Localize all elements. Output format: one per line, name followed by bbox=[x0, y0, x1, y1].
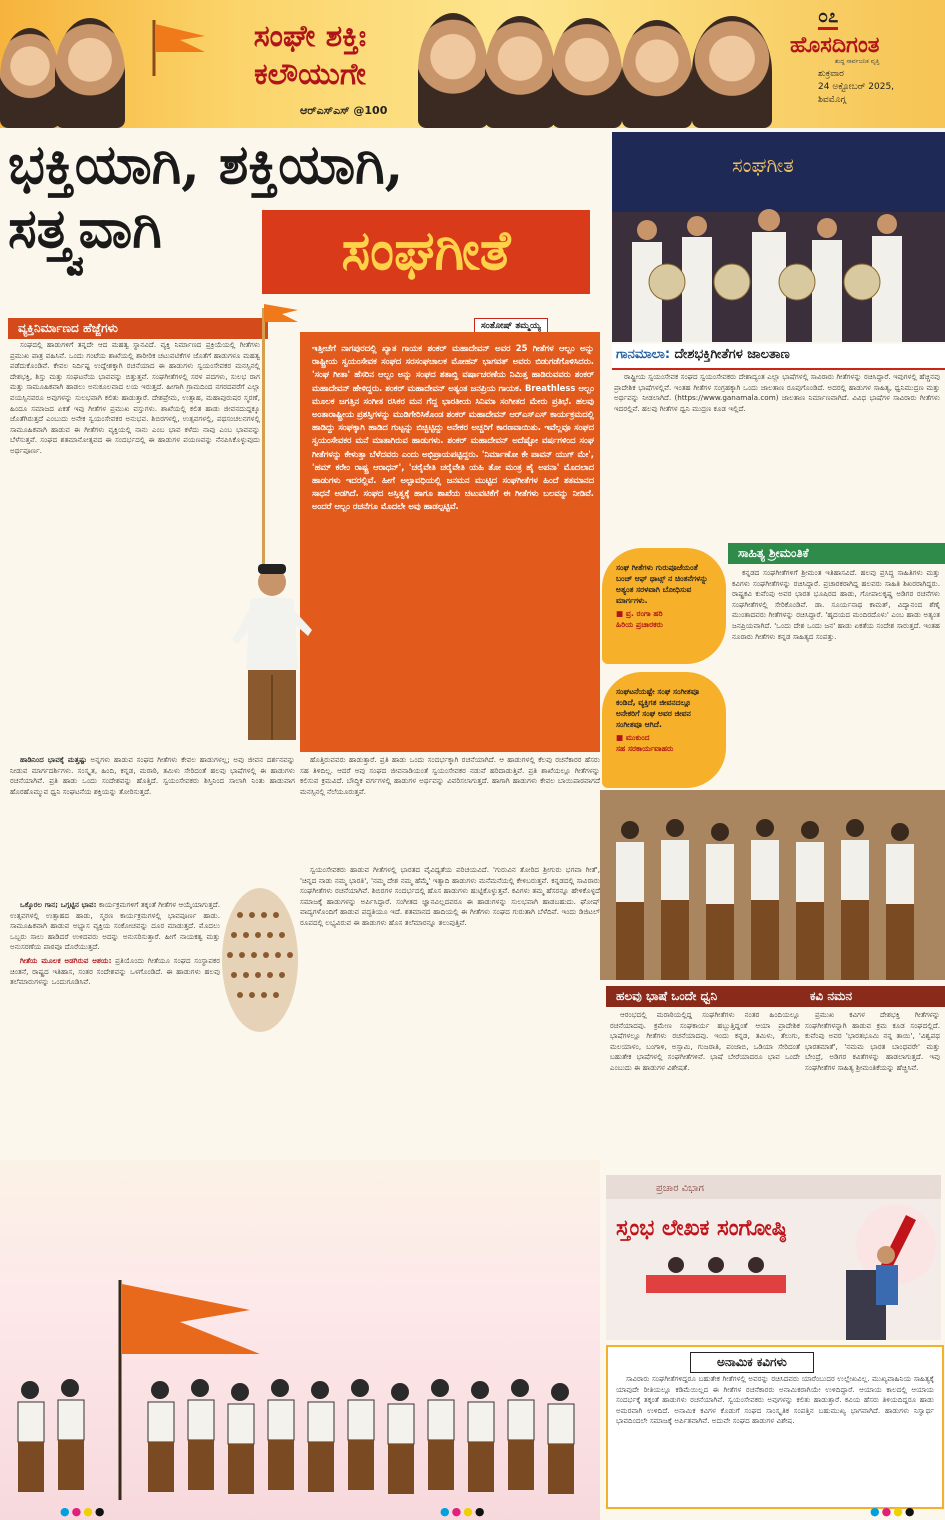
route-march-photo bbox=[600, 790, 945, 980]
article-part-1: ಹಾಡಿನಿಂದ ಭಾವಕ್ಕೆ ಮತ್ತಷ್ಟು ಅನ್ನಗಳು ಹಾಡುವ ಸಂಘದ ಗೀತೆಗಳು ಕೇವಲ ಹಾಡುಗಳಲ್ಲ; ಅವು ಜೀವನ ದರ್ಶನವನ್ನು ನೀಡುವ ಮಾರ್ಗದರ್ಶಿಗಳು. ಸಂಸ್ಕೃತ, ಹಿಂದಿ, ಕನ್ನಡ, ಮರಾಠಿ, ತಮಿಳು ಸೇರಿದಂತೆ ಹಲವು ಭಾಷೆಗಳಲ್ಲಿ ಈ ಹಾಡುಗಳು ರಚನೆಯಾಗಿವೆ. ಪ್ರತಿ ಹಾಡು ಒಂದು ಸಂದೇಶವನ್ನು ಹೊತ್ತಿದೆ. ಸ್ವಯಂಸೇವಕರು ಶಿಸ್ತಿನಿಂದ ಸಾಲಾಗಿ ನಿಂತು ಹಾಡುವಾಗ ಹೊರಹೊಮ್ಮುವ ಧ್ವನಿ ಸಂಘಟನೆಯ ಶಕ್ತಿಯನ್ನು ತೋರಿಸುತ್ತದೆ. bbox=[10, 755, 295, 796]
newspaper-tagline: ಶುದ್ಧ ಸಾರ್ವಜನಿಕ ವೃತ್ತಿ bbox=[835, 58, 880, 65]
article-part-2: ಒಕ್ಕೊರಲ ಗಾನ; ಒಗ್ಗಟ್ಟಿನ ಭಾವ: ಕಾರ್ಯಕ್ರಮಗಳಿಗೆ ತಕ್ಕಂತೆ ಗೀತೆಗಳ ಆಯ್ಕೆಯಾಗುತ್ತದೆ. ಉತ್ಸವಗಳಲ್ಲಿ ಉತ್ಸಾಹದ ಹಾಡು, ಸ್ಮರಣ ಕಾರ್ಯಕ್ರಮಗಳಲ್ಲಿ ಭಾವಪೂರ್ಣ ಹಾಡು. ಸಾಮೂಹಿಕವಾಗಿ ಹಾಡುವ ಅಭ್ಯಾಸ ವ್ಯಕ್ತಿಯ ಸಂಕೋಚವನ್ನು ದೂರ ಮಾಡುತ್ತದೆ. ಮೊದಲು ಒಬ್ಬರು ಸಾಲು ಹಾಡಿದರೆ ಉಳಿದವರು ಅದನ್ನು ಅನುಸರಿಸುತ್ತಾರೆ. ಹೀಗೆ ನಾಯಕತ್ವ ಮತ್ತು ಅನುಸರಣೆಯ ಪಾಠವೂ ದೊರೆಯುತ್ತದೆ. ಗೀತೆಯ ಮೂಲಕ ಅಡಗಿರುವ ಆಶಯ: ಪ್ರತಿಯೊಂದು ಗೀತೆಯೂ ಸಂಘದ ಸಂಸ್ಥಾಪಕರ ಚಿಂತನೆ, ರಾಷ್ಟ್ರದ ಇತಿಹಾಸ, ಸಂತರ ಸಂದೇಶವನ್ನು ಒಳಗೊಂಡಿದೆ. ಈ ಹಾಡುಗಳು ಹಲವು ತಲೆಮಾರುಗಳನ್ನು ಒಂದುಗೂಡಿಸಿವೆ. bbox=[10, 900, 220, 987]
small-flag-icon bbox=[262, 300, 302, 330]
quote-bubble-2: ಸಂಘಟನೆಯಷ್ಟೇ ಸಂಘ ಸಂಗೀತವೂ ಕಂಡಿದೆ, ವ್ಯಕ್ತಿಗತ ಜೀವನದಲ್ಲೂ ಅನೇಕರಿಗೆ ಸಂಘ ಅವರ ಜೀವನ ಸಂಗೀತವೂ ಆಗಿದೆ. ■ ಮುಕುಂದ ಸಹ ಸರಕಾರ್ಯವಾಹರು bbox=[602, 672, 726, 788]
event-banner-text: ಸ್ತಂಭ ಲೇಖಕ ಸಂಗೋಷ್ಠಿ bbox=[616, 1216, 787, 1241]
album-release-photo bbox=[612, 132, 945, 342]
registration-dots-2: ●●●● bbox=[440, 1505, 487, 1518]
subheading-1: ಹಾಡಿನಿಂದ ಭಾವಕ್ಕೆ ಮತ್ತಷ್ಟು bbox=[20, 755, 87, 764]
subheading-3: ಗೀತೆಯ ಮೂಲಕ ಅಡಗಿರುವ ಆಶಯ: bbox=[20, 955, 112, 965]
article-part-3: ಹೊತ್ತಿರುವವರು ಹಾಡುತ್ತಾರೆ. ಪ್ರತಿ ಹಾಡು ಒಂದು ಸಂದರ್ಭಕ್ಕಾಗಿ ರಚನೆಯಾಗಿದೆ. ಆ ಹಾಡುಗಳಲ್ಲಿ ಕೆಲವು ರಚನೆಕಾರರ ಹೆಸರು ಸಹ ತಿಳಿದಿಲ್ಲ. ಆದರೆ ಅವು ಸಂಘದ ಜೀವನಾಡಿಯಂತೆ ಸ್ವಯಂಸೇವಕರ ನಡುವೆ ಹರಿದಾಡುತ್ತಿವೆ. ಪ್ರತಿ ಶಾಖೆಯಲ್ಲೂ ಗೀತೆಗಳನ್ನು ಕಲಿಸುವ ಕ್ರಮವಿದೆ. ಬೌದ್ಧಿಕ ವರ್ಗಗಳಲ್ಲಿ ಹಾಡುಗಳ ಅರ್ಥವನ್ನು ವಿವರಿಸಲಾಗುತ್ತದೆ. ಹಾಗಾಗಿ ಹಾಡುಗಳು ಕೇವಲ ಬಾಯಿಪಾಠವಾಗದೆ ಮನಸ್ಸಿನಲ್ಲಿ ನೆಲೆಯೂರುತ್ತವೆ. bbox=[300, 755, 600, 796]
banner-subtitle: ಆರ್‌ಎಸ್‌ಎಸ್ @100 bbox=[300, 104, 388, 117]
crowd-photo bbox=[220, 885, 300, 1035]
anamika-heading: ಅನಾಮಿಕ ಕವಿಗಳು bbox=[690, 1352, 814, 1373]
section-heading-vyakti: ವ್ಯಕ್ತಿನಿರ್ಮಾಣದ ಹೆಜ್ಜೆಗಳು bbox=[8, 318, 268, 339]
ganamala-text: ರಾಷ್ಟ್ರೀಯ ಸ್ವಯಂಸೇವಕ ಸಂಘದ ಸ್ವಯಂಸೇವಕರು ದೇಶಾದ್ಯಂತ ಎಲ್ಲಾ ಭಾಷೆಗಳಲ್ಲಿ ಸಾವಿರಾರು ಗೀತೆಗಳನ್ನು ರಚಿಸಿದ್ದಾರೆ. ಇವುಗಳಲ್ಲಿ ಹೆಚ್ಚಿನವು ಪ್ರಾದೇಶಿಕ ಭಾಷೆಗಳಲ್ಲಿವೆ. ಇಂತಹ ಗೀತೆಗಳ ಸಂಗ್ರಹಕ್ಕಾಗಿ ಒಂದು ಜಾಲತಾಣ ರೂಪುಗೊಂಡಿದೆ. ಅದರಲ್ಲಿ ಹಾಡುಗಳ ಸಾಹಿತ್ಯ, ಧ್ವನಿಮುದ್ರಣ ಮತ್ತು ಅರ್ಥವನ್ನು ನೀಡಲಾಗಿದೆ. (https://www.ganamala.com) ಜಾಲತಾಣ ನಿರ್ಮಾಣವಾಗಿದೆ. ವಿವಿಧ ಭಾಷೆಗಳ ಸಾವಿರಾರು ಗೀತೆಗಳು ಇದರಲ್ಲಿವೆ. ಹಲವು ಗೀತೆಗಳ ಧ್ವನಿ ಮುದ್ರಣ ಕೂಡ ಇಲ್ಲಿದೆ. bbox=[614, 372, 940, 413]
sahitya-text: ಕನ್ನಡದ ಸಂಘಗೀತೆಗಳಿಗೆ ಶ್ರೀಮಂತ ಇತಿಹಾಸವಿದೆ. ಹಲವು ಪ್ರಸಿದ್ಧ ಸಾಹಿತಿಗಳು ಮತ್ತು ಕವಿಗಳು ಸಂಘಗೀತೆಗಳನ್ನು ರಚಿಸಿದ್ದಾರೆ. ಪ್ರಚಾರಕರಾಗಿದ್ದ ಹಲವರು ಸಾಹಿತಿ ಶಿಖರರಾಗಿದ್ದರು. ರಾಷ್ಟ್ರಕವಿ ಕುವೆಂಪು ಅವರ ಭಾರತ ಭೂಷಿರದ ಹಾಡು, ಗೋಪಾಲಕೃಷ್ಣ ಅಡಿಗರ ರಚನೆಗಳು ಸಂಘಗೀತೆಗಳಲ್ಲಿ ಸೇರಿಕೊಂಡಿವೆ. ಡಾ. ಸೂರ್ಯನಾಥ ಕಾಮತ್, ವಿದ್ಯಾನಂದ ಶೆಣೈ ಮುಂತಾದವರು ಗೀತೆಗಳನ್ನು ರಚಿಸಿದ್ದಾರೆ. 'ಹೃದಯದ ಮಂದಿರದೊಳು' ಎಂಬ ಹಾಡು ಅತ್ಯಂತ ಜನಪ್ರಿಯವಾಗಿದೆ. 'ಒಂದು ದೇಶ ಒಂದು ಜನ' ಹಾಡು ಏಕತೆಯ ಸಂದೇಶ ಸಾರುತ್ತದೆ. ಇಂತಹ ನೂರಾರು ಗೀತೆಗಳು ಕನ್ನಡ ಸಾಹಿತ್ಯದ ಸಂಪತ್ತು. bbox=[732, 568, 940, 641]
page-number: ೦೭ bbox=[818, 6, 838, 30]
marching-crowd-illustration bbox=[0, 1270, 600, 1510]
banner-title: ಸಂಘೇ ಶಕ್ತಿಃ ಕಲೌಯುಗೇ bbox=[253, 19, 367, 92]
anamika-text: ಸಾವಿರಾರು ಸಂಘಗೀತೆಗಳಿದ್ದರೂ ಬಹುತೇಕ ಗೀತೆಗಳಲ್ಲಿ ಅವರನ್ನು ರಚಿಸಿದವರು ಯಾರೆಂಬುದರ ಉಲ್ಲೇಖವಿಲ್ಲ. ಮುಖ್ಯವಾಹಿನಿಯ ಸಾಹಿತ್ಯಕ್ಕೆ ಯಾವುದೇ ರೀತಿಯಲ್ಲೂ ಕಡಿಮೆಯಿಲ್ಲದ ಈ ಗೀತೆಗಳ ರಚನೆಕಾರರು ಅನಾಮಿಕರಾಗಿಯೇ ಉಳಿದಿದ್ದಾರೆ. ಆಯಾಯ ಕಾಲದಲ್ಲಿ ಆಯಾಯ ಸಂದರ್ಭಕ್ಕೆ ತಕ್ಕಂತೆ ಹಾಡುಗಳು ರಚನೆಯಾಗಿವೆ. ಸ್ವಯಂಸೇವಕರು ಅವುಗಳನ್ನು ಕಲಿತು ಹಾಡುತ್ತಾರೆ. ಕವಿಯ ಹೆಸರು ತಿಳಿಯದಿದ್ದರೂ ಹಾಡು ಅಮರವಾಗಿ ಉಳಿದಿದೆ. ಅನಾಮಿಕ ಕವಿಗಳ ಕೊಡುಗೆ ಸಂಘದ ಸಾಂಸ್ಕೃತಿಕ ಸಂಪತ್ತಿನ ಬಹುಮುಖ್ಯ ಭಾಗವಾಗಿದೆ. ಹಾಡುಗಳು ನಿಸ್ವಾರ್ಥ ಭಾವದಿಂದಲೇ ಸಮಾಜಕ್ಕೆ ಅರ್ಪಿತವಾಗಿವೆ. ಅದುವೇ ಸಂಘದ ಹಾಡುಗಳ ವಿಶೇಷ. bbox=[616, 1374, 934, 1426]
portrait-2 bbox=[55, 18, 125, 128]
swayamsevak-figure bbox=[232, 560, 312, 750]
portrait-6 bbox=[622, 20, 692, 128]
article-intro-text: ಸಂಘದಲ್ಲಿ ಹಾಡುಗಳಿಗೆ ತನ್ನದೇ ಆದ ಮಹತ್ವ ಸ್ಥಾನವಿದೆ. ವ್ಯಕ್ತಿ ನಿರ್ಮಾಣದ ಪ್ರಕ್ರಿಯೆಯಲ್ಲಿ ಗೀತೆಗಳು ಪ್ರಮುಖ ಪಾತ್ರ ವಹಿಸಿವೆ. ಒಂದು ಗಂಟೆಯ ಶಾಖೆಯಲ್ಲಿ ಶಾರೀರಿಕ ಚಟುವಟಿಕೆಗಳ ಜೊತೆಗೆ ಹಾಡುಗಳೂ ಮಹತ್ವ ಪಡೆದುಕೊಂಡಿವೆ. ಕೇವಲ ನಿರ್ದಿಷ್ಟ ಉದ್ದೇಶಕ್ಕಾಗಿ ರಚನೆಯಾದ ಈ ಹಾಡುಗಳು ಸ್ವಯಂಸೇವಕರ ಮನಸ್ಸಿನಲ್ಲಿ ದೇಶಭಕ್ತಿ, ಶಿಸ್ತು ಮತ್ತು ಸಂಘಟನೆಯ ಭಾವವನ್ನು ಬಿತ್ತುತ್ತವೆ. ಸಂಘಗೀತೆಗಳಲ್ಲಿ ಸರಳ ಪದಗಳು, ಸುಲಭ ರಾಗ ಮತ್ತು ಸಾಮೂಹಿಕವಾಗಿ ಹಾಡಲು ಅನುಕೂಲವಾದ ಲಯ ಇರುತ್ತದೆ. ಹೀಗಾಗಿ ಗ್ರಾಮದಿಂದ ನಗರದವರೆಗೆ ಎಲ್ಲಾ ವಯಸ್ಸಿನವರೂ ಅವುಗಳನ್ನು ಸುಲಭವಾಗಿ ಕಲಿತು ಹಾಡುತ್ತಾರೆ. ದೇಶಪ್ರೇಮ, ಉತ್ಸಾಹ, ಮಹಾಪುರುಷರ ಸ್ಮರಣೆ, ಹಿಂದೂ ಸಮಾಜದ ಏಕತೆ ಇವು ಗೀತೆಗಳ ಪ್ರಮುಖ ವಸ್ತುಗಳು. ಶಾಖೆಯಲ್ಲಿ ಕಲಿತ ಹಾಡು ಜೀವನದುದ್ದಕ್ಕೂ ಜೊತೆಗಿರುತ್ತದೆ ಎಂಬುದು ಅನೇಕ ಸ್ವಯಂಸೇವಕರ ಅನುಭವ. ಶಿಬಿರಗಳಲ್ಲಿ, ಉತ್ಸವಗಳಲ್ಲಿ, ಪಥಸಂಚಲನಗಳಲ್ಲಿ ಸಾಮೂಹಿಕವಾಗಿ ಹಾಡುವ ಈ ಗೀತೆಗಳು ವ್ಯಕ್ತಿಯಲ್ಲಿ ನಾನು ಎಂಬ ಭಾವ ಕಳೆದು ನಾವು ಎಂಬ ಭಾವವನ್ನು ಬೆಳೆಸುತ್ತವೆ. ಸಂಘದ ಶತಮಾನೋತ್ಸವದ ಈ ಸಂದರ್ಭದಲ್ಲಿ ಈ ಹಾಡುಗಳ ಪಯಣವನ್ನು ನೆನಪಿಸಿಕೊಳ್ಳುವುದು ಅರ್ಥಪೂರ್ಣ. bbox=[10, 340, 260, 455]
portrait-4 bbox=[485, 16, 555, 128]
highlight-box-text: ಇತ್ತೀಚೆಗೆ ನಾಗಪುರದಲ್ಲಿ ಖ್ಯಾತ ಗಾಯಕ ಶಂಕರ್ ಮಹಾದೇವನ್ ಅವರ 25 ಗೀತೆಗಳ ಆಲ್ಬಂ ಅನ್ನು ರಾಷ್ಟ್ರೀಯ ಸ್ವಯಂಸೇವಕ ಸಂಘದ ಸರಸಂಘಚಾಲಕ ಮೋಹನ್ ಭಾಗವತ್ ಅವರು ಬಿಡುಗಡೆಗೊಳಿಸಿದರು. 'ಸಂಘ ಗೀತಾ' ಹೆಸರಿನ ಆಲ್ಬಂ ಅನ್ನು ಸಂಘದ ಶತಾಬ್ದಿ ವರ್ಷಾಚರಣೆಯ ನಿಮಿತ್ತ ಹಾಡಿರುವವರು ಶಂಕರ್ ಮಹಾದೇವನ್ ಹೇಳಿದ್ದರು. ಶಂಕರ್ ಮಹಾದೇವನ್ ಅತ್ಯಂತ ಜನಪ್ರಿಯ ಗಾಯಕ. Breathless ಆಲ್ಬಂ ಮೂಲಕ ಜಗತ್ತಿನ ಸಂಗೀತ ರಸಿಕರ ಮನ ಗೆದ್ದ ಭಾರತೀಯ ಸಿನಿಮಾ ಸಂಗೀತದ ಮೇರು ಪ್ರತಿಭೆ. ಹಲವು ಅಂತಾರಾಷ್ಟ್ರೀಯ ಪ್ರಶಸ್ತಿಗಳನ್ನು ಮುಡಿಗೇರಿಸಿಕೊಂಡ ಶಂಕರ್ ಮಹಾದೇವನ್ ಆರ್‌ಎಸ್‌ಎಸ್ ಕಾರ್ಯಕ್ರಮದಲ್ಲಿ ಹಾಡಿದ್ದು ಸಂಘಕ್ಕಾಗಿ ಹಾಡಿದ ಗುಟ್ಟನ್ನು ಬಿಚ್ಚಿಟ್ಟಿದ್ದು ಅನೇಕರ ಅಚ್ಚರಿಗೆ ಕಾರಣವಾಯಿತು. ಇವೆಲ್ಲವೂ ಸಂಘದ ಸ್ವಯಂಸೇವಕರ ಮನೆ ಮಾತಾಗಿರುವ ಹಾಡುಗಳು. ಶಂಕರ್ ಮಹಾದೇವನ್ ಅದೆಷ್ಟೋ ವರ್ಷಗಳಿಂದ ಸಂಘ ಗೀತೆಗಳನ್ನು ಕೇಳುತ್ತಾ ಬೆಳೆದವರು ಎಂದು ಅಭಿಪ್ರಾಯಪಟ್ಟಿದ್ದರು. 'ನಿರ್ಮಾಣೋ ಕೇ ಪಾವನ್ ಯುಗ್ ಮೇ', 'ಹಮ್ ಕರೇಂ ರಾಷ್ಟ್ರ ಆರಾಧನ್', 'ಚರೈವೇತಿ ಚರೈವೇತಿ ಯಹಿ ತೋ ಮಂತ್ರ ಹೈ ಅಪನಾ' ಮೊದಲಾದ ಹಾಡುಗಳು ಇದರಲ್ಲಿವೆ. ಹೀಗೆ ಅಲ್ಪಾವಧಿಯಲ್ಲಿ ಜನಮನ ಮುಟ್ಟಿದ ಸಂಘಗೀತೆಗಳ ಹಿಂದೆ ಶತಮಾನದ ಸಾಧನೆ ಅಡಗಿದೆ. ಸಂಘದ ಅಸ್ತಿತ್ವಕ್ಕೆ ಹಾಗೂ ಶಾಖೆಯ ಚಟುವಟಿಕೆಗೆ ಈ ಗೀತೆಗಳು ಬಲವನ್ನು ನೀಡಿವೆ. ಅಂದರೆ ಆಲ್ಬಂ ರಚನೆಗೂ ಮೊದಲೇ ಅವು ಹಾಡಲ್ಪಟ್ಟಿವೆ. bbox=[312, 343, 594, 512]
kavi-namana-text: ಪ್ರಮುಖ ಕವಿಗಳ ದೇಶಭಕ್ತಿ ಗೀತೆಗಳನ್ನು ಸಂಘಗೀತೆಗಳನ್ನಾಗಿ ಹಾಡುವ ಕ್ರಮ ಕೂಡ ಸಂಘದಲ್ಲಿದೆ. ಕುವೆಂಪು ಅವರ 'ಭಾರತಭೂಮಿ ನನ್ನ ತಾಯಿ', 'ವಿಶ್ವಪಥ ಭಾರತಮಾತೆ', 'ನಮಮ ಭಾರತ ಬಾಂಧವರೇ' ಮತ್ತು ಬೇಂದ್ರೆ, ಅಡಿಗರ ಕವಿತೆಗಳನ್ನು ಹಾಡಲಾಗುತ್ತದೆ. ಇವು ಸಂಘಗೀತೆಗಳ ಸಾಹಿತ್ಯ ಶ್ರೀಮಂತಿಕೆಯನ್ನು ಹೆಚ್ಚಿಸಿವೆ. bbox=[805, 1010, 940, 1072]
halavu-bhashe-text: ಆರಂಭದಲ್ಲಿ ಮರಾಠಿಯಲ್ಲಿದ್ದ ಸಂಘಗೀತೆಗಳು ನಂತರ ಹಿಂದಿಯಲ್ಲೂ ರಚನೆಯಾದವು. ಕ್ರಮೇಣ ಸಂಘಕಾರ್ಯ ಹಬ್ಬುತ್ತಿದ್ದಂತೆ ಆಯಾ ಪ್ರಾದೇಶಿಕ ಭಾಷೆಗಳಲ್ಲೂ ಗೀತೆಗಳು ರಚನೆಯಾದವು. ಇಂದು ಕನ್ನಡ, ತಮಿಳು, ತೆಲುಗು, ಮಲಯಾಳಂ, ಬಂಗಾಳಿ, ಅಸ್ಸಾಮಿ, ಗುಜರಾತಿ, ಪಂಜಾಬಿ, ಒಡಿಯಾ ಸೇರಿದಂತೆ ಬಹುತೇಕ ಭಾಷೆಗಳಲ್ಲಿ ಸಂಘಗೀತೆಗಳಿವೆ. ಭಾಷೆ ಬೇರೆಯಾದರೂ ಭಾವ ಒಂದೇ ಎಂಬುದು ಈ ಹಾಡುಗಳ ವಿಶೇಷತೆ. bbox=[610, 1010, 800, 1072]
article-part-4: ಸ್ವಯಂಸೇವಕರು ಹಾಡುವ ಗೀತೆಗಳಲ್ಲಿ ಭಾರತದ ವೈವಿಧ್ಯತೆಯ ಪರಿಚಯವಿದೆ. 'ಗುರುವಿನ ತೋರಿದ ಶ್ರೀಗುರು ಭಗವಾ ಗೀತೆ', 'ಚಿನ್ನದ ನಾಡು ನಮ್ಮ ಭಾರತಿ', 'ನಮ್ಮ ದೇಶ ನಮ್ಮ ಹೆಮ್ಮೆ' ಇತ್ಯಾದಿ ಹಾಡುಗಳು ಮನೆಮನೆಯಲ್ಲಿ ಕೇಳಿಬರುತ್ತವೆ. ಕನ್ನಡದಲ್ಲಿ ಸಾವಿರಾರು ಸಂಘಗೀತೆಗಳು ರಚನೆಯಾಗಿವೆ. ಶಿಬಿರಗಳ ಸಂದರ್ಭದಲ್ಲಿ ಹೊಸ ಹಾಡುಗಳು ಹುಟ್ಟಿಕೊಳ್ಳುತ್ತವೆ. ಕವಿಗಳು ತಮ್ಮ ಹೆಸರನ್ನೂ ಹೇಳಿಕೊಳ್ಳದೆ ಸಮಾಜಕ್ಕೆ ಹಾಡುಗಳನ್ನು ಅರ್ಪಿಸಿದ್ದಾರೆ. ಸಂಗೀತದ ಜ್ಞಾನವಿಲ್ಲದವರೂ ಈ ಹಾಡುಗಳನ್ನು ಸುಲಭವಾಗಿ ಹಾಡಬಹುದು. ಘೋಷ್ ವಾದ್ಯಗಳೊಂದಿಗೆ ಹಾಡುವ ಪದ್ಧತಿಯೂ ಇದೆ. ಶತಮಾನದ ಹಾದಿಯಲ್ಲಿ ಈ ಗೀತೆಗಳು ಸಂಘದ ಗುರುತಾಗಿ ಬೆಳೆದಿವೆ. ಇಂದು ಡಿಜಿಟಲ್ ರೂಪದಲ್ಲಿ ಲಭ್ಯವಿರುವ ಈ ಹಾಡುಗಳು ಹೊಸ ತಲೆಮಾರನ್ನೂ ತಲುಪುತ್ತಿವೆ. bbox=[300, 865, 600, 927]
event-small-label: ಪ್ರಚಾರ ವಿಭಾಗ bbox=[656, 1183, 704, 1194]
registration-dots-1: ●●●● bbox=[60, 1505, 107, 1518]
registration-dots-3: ●●●● bbox=[870, 1505, 917, 1518]
section-heading-kavi-namana: ಕವಿ ನಮನ bbox=[800, 986, 945, 1007]
section-heading-halavu-bhashe: ಹಲವು ಭಾಷೆ ಒಂದೇ ಧ್ವನಿ bbox=[606, 986, 816, 1007]
portrait-1 bbox=[0, 28, 60, 128]
portrait-3 bbox=[418, 13, 488, 128]
masthead-banner bbox=[0, 0, 945, 128]
author-byline: ಸಂತೋಷ್ ತಮ್ಮಯ್ಯ bbox=[474, 318, 548, 334]
issue-date: ಶುಕ್ರವಾರ 24 ಅಕ್ಟೋಬರ್ 2025, ಶಿವಮೊಗ್ಗ bbox=[818, 69, 895, 105]
main-headline: ಭಕ್ತಿಯಾಗಿ, ಶಕ್ತಿಯಾಗಿ, ಸತ್ತ್ವವಾಗಿ bbox=[8, 132, 404, 260]
flag-pole bbox=[262, 308, 265, 588]
section-heading-sahitya: ಸಾಹಿತ್ಯ ಶ್ರೀಮಂತಿಕೆ bbox=[728, 543, 945, 564]
headline-highlight-text: ಸಂಘಗೀತೆ bbox=[341, 218, 511, 282]
portrait-7 bbox=[692, 16, 772, 128]
quote-bubble-1: ಸಂಘ ಗೀತೆಗಳು ಗುರುಪೂಜೆಯಂತೆ ಬಂಚ್ ಆಫ್ ಥಾಟ್ಸ್ ನ ಚಿಂತನೆಗಳನ್ನು ಅತ್ಯಂತ ಸರಳವಾಗಿ ಬೋಧಿಸುವ ಮಾರ್ಗಗಳು. ■ ವ್ರ. ರಂಗಾ ಹರಿ ಹಿರಿಯ ಪ್ರಚಾರಕರು bbox=[602, 548, 726, 664]
ganamala-heading: ಗಾನಮಾಲಾ: ದೇಶಭಕ್ತಿಗೀತೆಗಳ ಜಾಲತಾಣ bbox=[616, 347, 790, 362]
saffron-flag-icon bbox=[150, 18, 210, 78]
event-backdrop-text: ಸಂಘಗೀತ bbox=[732, 153, 794, 177]
seminar-photo bbox=[606, 1175, 941, 1340]
subheading-2: ಒಕ್ಕೊರಲ ಗಾನ; ಒಗ್ಗಟ್ಟಿನ ಭಾವ: bbox=[20, 900, 97, 909]
newspaper-logo: ಹೊಸದಿಗಂತ bbox=[790, 32, 880, 58]
headline-highlight-box bbox=[262, 210, 590, 294]
portrait-5 bbox=[552, 18, 622, 128]
